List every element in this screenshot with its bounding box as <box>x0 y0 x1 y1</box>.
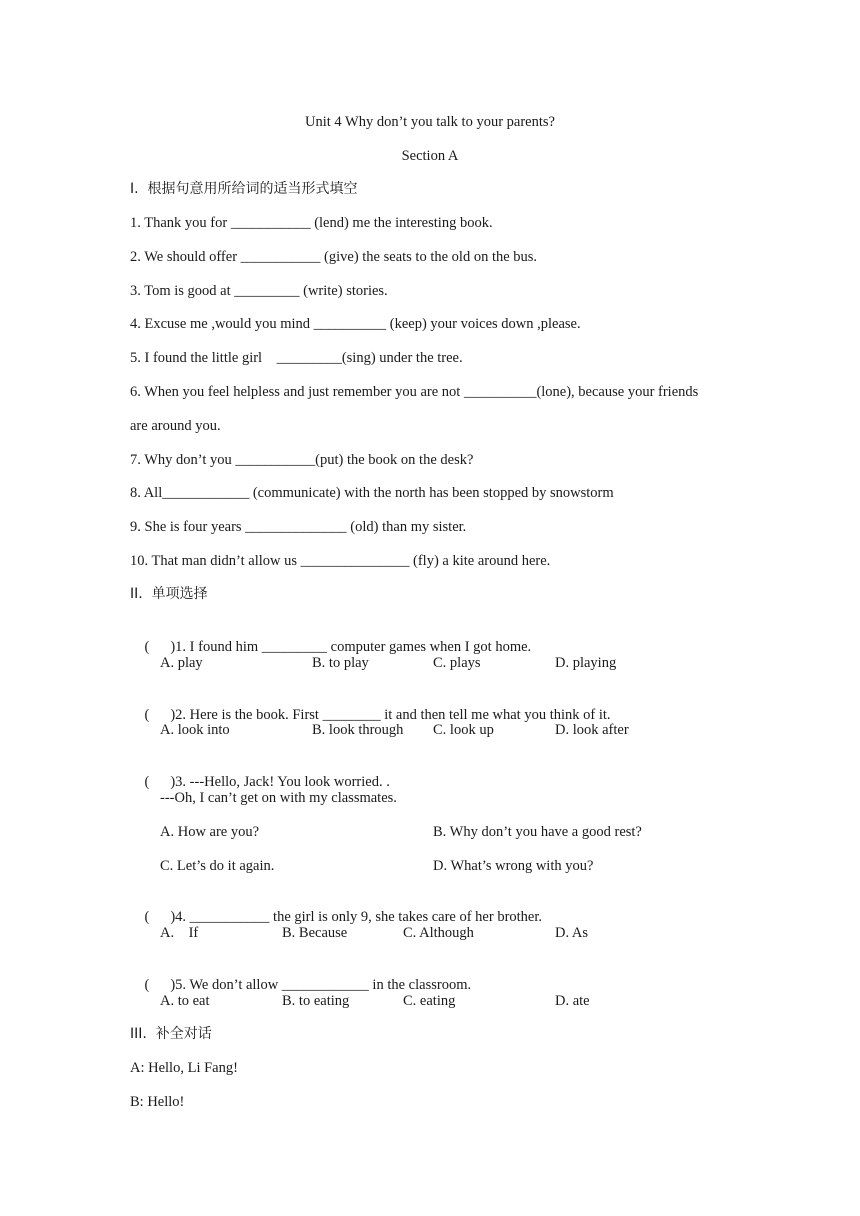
part1-item-1: 1. Thank you for ___________ (lend) me the interesting book. <box>130 215 493 231</box>
part1-item-6-cont: are around you. <box>130 418 221 434</box>
q4-option-d[interactable]: D. As <box>555 925 589 941</box>
part1-item-3: 3. Tom is good at _________ (write) stories. <box>130 283 388 299</box>
q3-option-c[interactable]: C. Let’s do it again. <box>160 858 275 874</box>
dialogue-line-1: A: Hello, Li Fang! <box>130 1060 238 1076</box>
part1-item-8: 8. All____________ (communicate) with the north has been stopped by snowstorm <box>130 485 614 501</box>
q3-option-d[interactable]: D. What’s wrong with you? <box>433 858 594 874</box>
question-text: )1. I found him _________ computer games when I got home. <box>170 639 532 655</box>
q2-option-d[interactable]: D. look after <box>555 722 629 738</box>
q4-option-c[interactable]: C. Although <box>403 925 474 941</box>
part1-item-2: 2. We should offer ___________ (give) the seats to the old on the bus. <box>130 249 538 265</box>
q1-option-a[interactable]: A. play <box>160 655 203 671</box>
q1-option-c[interactable]: C. plays <box>433 655 481 671</box>
part1-item-9: 9. She is four years ______________ (old) than my sister. <box>130 519 467 535</box>
part1-item-5: 5. I found the little girl _________(sing) under the tree. <box>130 350 463 366</box>
q3-option-a[interactable]: A. How are you? <box>160 824 260 840</box>
part1-item-6: 6. When you feel helpless and just remember you are not __________(lone), because your friends <box>130 384 699 400</box>
q2-option-a[interactable]: A. look into <box>160 722 230 738</box>
answer-paren[interactable]: ( <box>144 707 150 723</box>
q1-option-d[interactable]: D. playing <box>555 655 617 671</box>
answer-paren[interactable]: ( <box>144 639 150 655</box>
question-3-reply: ---Oh, I can’t get on with my classmates. <box>160 790 397 806</box>
q5-option-b[interactable]: B. to eating <box>282 993 350 1009</box>
q5-option-a[interactable]: A. to eat <box>160 993 210 1009</box>
answer-paren[interactable]: ( <box>144 909 150 925</box>
q5-option-d[interactable]: D. ate <box>555 993 590 1009</box>
part1-item-10: 10. That man didn’t allow us _______________ (fly) a kite around here. <box>130 553 551 569</box>
q5-option-c[interactable]: C. eating <box>403 993 456 1009</box>
part1-heading: I. 根据句意用所给词的适当形式填空 <box>130 181 358 197</box>
page-title: Unit 4 Why don’t you talk to your parents? <box>305 114 555 130</box>
part1-item-7: 7. Why don’t you ___________(put) the book on the desk? <box>130 452 474 468</box>
part1-item-4: 4. Excuse me ,would you mind __________ (keep) your voices down ,please. <box>130 316 581 332</box>
section-subtitle: Section A <box>401 148 459 164</box>
q2-option-b[interactable]: B. look through <box>312 722 404 738</box>
question-text: )3. ---Hello, Jack! You look worried. . <box>170 774 390 790</box>
q1-option-b[interactable]: B. to play <box>312 655 369 671</box>
q4-option-b[interactable]: B. Because <box>282 925 348 941</box>
question-text: )4. ___________ the girl is only 9, she takes care of her brother. <box>170 909 543 925</box>
question-text: )5. We don’t allow ____________ in the classroom. <box>170 977 472 993</box>
q4-option-a[interactable]: A. If <box>160 925 199 941</box>
part3-heading: III. 补全对话 <box>130 1026 212 1042</box>
q3-option-b[interactable]: B. Why don’t you have a good rest? <box>433 824 642 840</box>
q2-option-c[interactable]: C. look up <box>433 722 494 738</box>
answer-paren[interactable]: ( <box>144 774 150 790</box>
dialogue-line-2: B: Hello! <box>130 1094 185 1110</box>
answer-paren[interactable]: ( <box>144 977 150 993</box>
question-text: )2. Here is the book. First ________ it and then tell me what you think of it. <box>170 707 611 723</box>
part2-heading: II. 单项选择 <box>130 586 208 602</box>
